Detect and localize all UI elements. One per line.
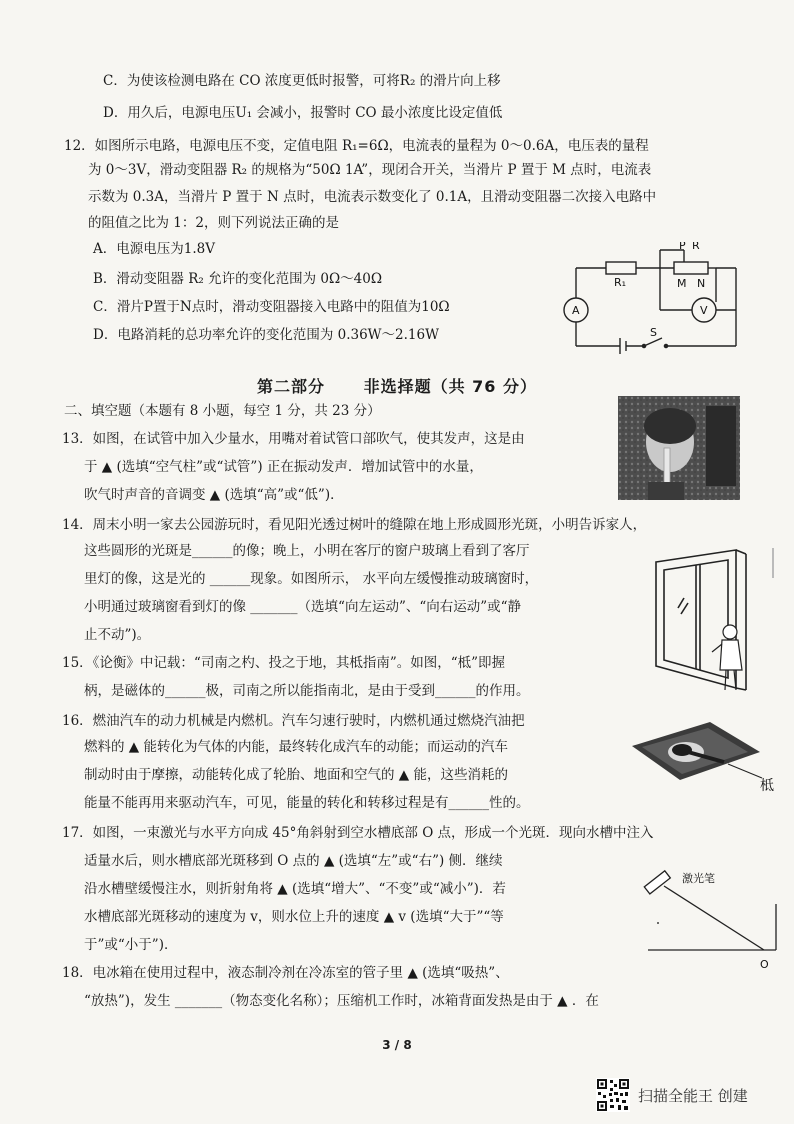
- circuit-diagram: [552, 242, 748, 354]
- q13-line-3: 吹气时声音的音调变 ▲ (选填“高”或“低”)．: [84, 487, 344, 503]
- q12-stem-4: 的阻值之比为 1：2，则下列说法正确的是: [88, 215, 339, 231]
- q13-line-2: 于 ▲ (选填“空气柱”或“试管”) 正在振动发声．增加试管中的水量，: [84, 459, 483, 475]
- sinan-compass-figure: [624, 716, 784, 796]
- label-m: M: [677, 277, 687, 290]
- q17-line-3: 沿水槽壁缓慢注水，则折射角将 ▲ (选填“增大”、“不变”或“减小”)．若: [84, 881, 506, 897]
- q12-stem-1: 12．如图所示电路，电源电压不变，定值电阻 R₁=6Ω，电流表的量程为 0～0.6A，电压表的量程: [64, 138, 649, 154]
- q17-line-1: 17．如图，一束激光与水平方向成 45°角斜射到空水槽底部 O 点，形成一个光斑．现向水槽中注入: [62, 825, 654, 841]
- q16-line-4: 能量不能再用来驱动汽车，可见，能量的转化和转移过程是有______性的。: [84, 795, 530, 811]
- label-voltmeter: V: [700, 304, 708, 317]
- q17-line-2: 适量水后，则水槽底部光斑移到 O 点的 ▲ (选填“左”或“右”) 侧．继续: [84, 853, 503, 869]
- q18-line-1: 18．电冰箱在使用过程中，液态制冷剂在冷冻室的管子里 ▲ (选填“吸热”、: [62, 965, 509, 981]
- q12-option-d: D．电路消耗的总功率允许的变化范围为 0.36W～2.16W: [93, 327, 439, 343]
- label-point-o: O: [760, 958, 769, 971]
- page-number: 3 / 8: [382, 1038, 412, 1052]
- laser-tank-figure: [638, 864, 784, 974]
- watermark-text: 扫描全能王 创建: [638, 1086, 748, 1105]
- label-p: P: [679, 242, 686, 252]
- label-laser: 激光笔: [682, 872, 715, 885]
- window-figure: [650, 548, 754, 698]
- q14-line-2: 这些圆形的光斑是______的像；晚上，小明在客厅的窗户玻璃上看到了客厅: [84, 543, 530, 559]
- label-ammeter: A: [572, 304, 580, 317]
- q11-option-d: D．用久后，电源电压U₁ 会减小，报警时 CO 最小浓度比设定值低: [103, 105, 503, 121]
- fill-in-section-title: 二、填空题（本题有 8 小题，每空 1 分，共 23 分）: [64, 403, 381, 419]
- q12-option-b: B．滑动变阻器 R₂ 允许的变化范围为 0Ω～40Ω: [93, 271, 383, 287]
- q14-line-1: 14．周末小明一家去公园游玩时，看见阳光透过树叶的缝隙在地上形成圆形光斑，小明告诉家人，: [62, 517, 647, 533]
- q17-line-4: 水槽底部光斑移动的速度为 v，则水位上升的速度 ▲ v (选填“大于”“等: [84, 909, 504, 925]
- q16-line-2: 燃料的 ▲ 能转化为气体的内能，最终转化成汽车的动能；而运动的汽车: [84, 739, 508, 755]
- q15-line-2: 柄，是磁体的______极，司南之所以能指南北，是由于受到______的作用。: [84, 683, 530, 699]
- label-r1: R₁: [614, 276, 627, 289]
- blowing-test-tube-photo: [618, 396, 740, 500]
- label-switch: S: [650, 326, 657, 339]
- label-r: R: [692, 242, 700, 252]
- q18-line-2: “放热”)，发生 _______（物态变化名称）；压缩机工作时，冰箱背面发热是由于 ▲ ．在: [84, 993, 599, 1009]
- section-2-part: 第二部分: [256, 377, 325, 396]
- q14-line-3: 里灯的像，这是光的 ______现象。如图所示， 水平向左缓慢推动玻璃窗时，: [84, 571, 539, 587]
- scanner-watermark: [596, 1078, 748, 1112]
- qr-code-icon: [596, 1078, 630, 1112]
- q12-option-a: A．电源电压为1.8V: [93, 241, 215, 257]
- q13-line-1: 13．如图，在试管中加入少量水，用嘴对着试管口部吹气，使其发声，这是由: [62, 431, 525, 447]
- q12-stem-2: 为 0～3V，滑动变阻器 R₂ 的规格为“50Ω 1A”，现闭合开关，当滑片 P 置于 M 点时，电流表: [88, 162, 652, 178]
- q15-line-1: 15．《论衡》中记载：“司南之杓、投之于地，其柢指南”。如图，“柢”即握: [62, 655, 506, 671]
- q12-stem-3: 示数为 0.3A，当滑片 P 置于 N 点时，电流表示数变化了 0.1A，且滑动变阻器二次接入电路中: [88, 189, 657, 205]
- q16-line-3: 制动时由于摩擦，动能转化成了轮胎、地面和空气的 ▲ 能，这些消耗的: [84, 767, 508, 783]
- q12-option-c: C．滑片P置于N点时，滑动变阻器接入电路中的阻值为10Ω: [93, 299, 450, 315]
- section-2-title: 非选择题（共 76 分）: [363, 377, 537, 396]
- q14-line-5: 止不动”)。: [84, 627, 151, 643]
- section-2-heading: [0, 374, 794, 397]
- scan-artifact: [772, 548, 774, 578]
- q11-option-c: C．为使该检测电路在 CO 浓度更低时报警，可将R₂ 的滑片向上移: [103, 73, 501, 89]
- q17-line-5: 于”或“小于”)．: [84, 937, 178, 953]
- label-n: N: [697, 277, 706, 290]
- q16-line-1: 16．燃油汽车的动力机械是内燃机。汽车匀速行驶时，内燃机通过燃烧汽油把: [62, 713, 525, 729]
- q14-line-4: 小明通过玻璃窗看到灯的像 _______（选填“向左运动”、“向右运动”或“静: [84, 599, 522, 615]
- label-spoon-handle: 柢: [760, 778, 774, 794]
